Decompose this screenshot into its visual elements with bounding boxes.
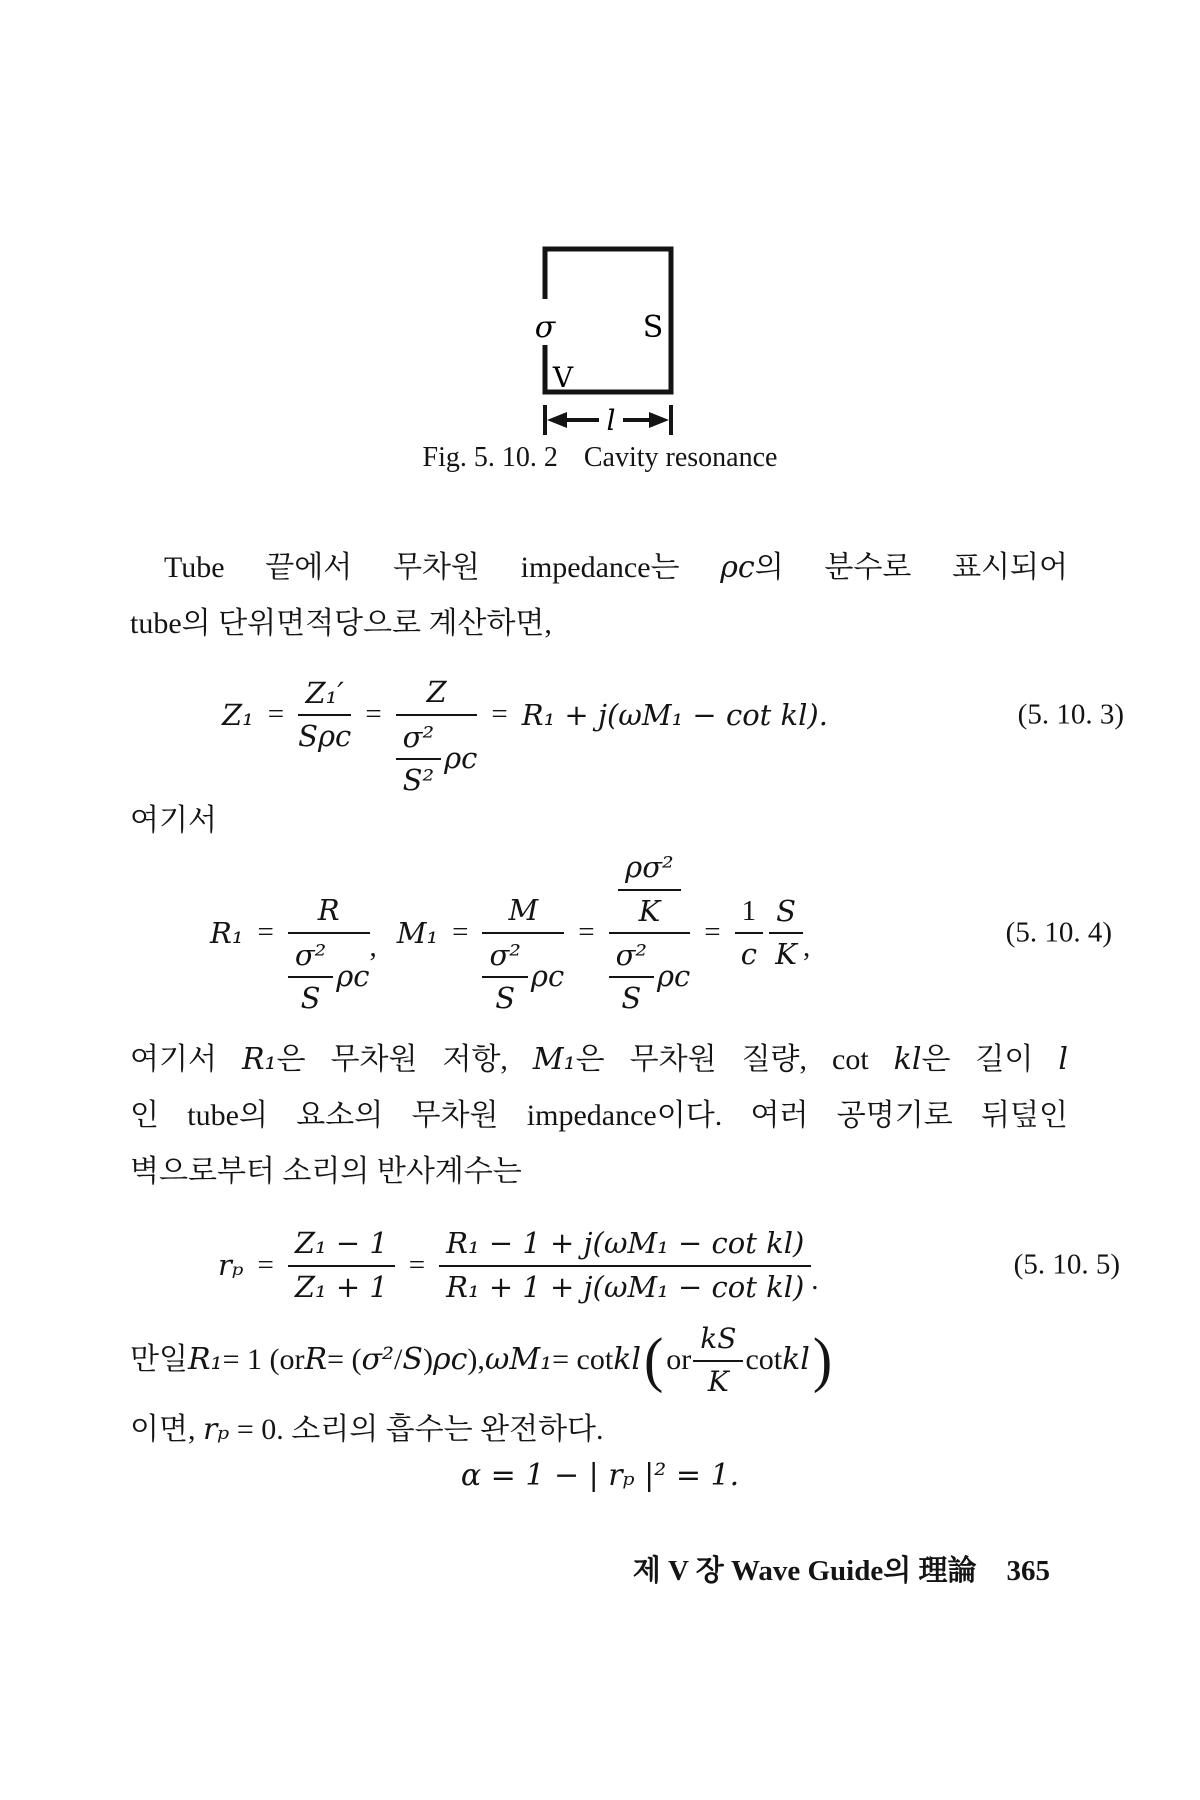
figure-caption-text: Cavity resonance (583, 442, 778, 473)
page-footer (633, 1548, 1050, 1589)
figure-caption-number: Fig. 5. 10. 2 (422, 442, 558, 473)
paragraph-definitions-line-2: 인 tube의 요소의 무차원 impedance이다. 여러 공명기로 뒤덮인 (130, 1099, 1068, 1132)
big-fraction: $\frac{\text{ρσ²}}{K}$ $\frac{\text{σ²}}{S}$ ρc (609, 848, 691, 1017)
absorption-equation: α = 1 − | rₚ |² = 1. (460, 1458, 740, 1493)
volume-V-label: V (552, 361, 574, 394)
area-S-label: S (642, 310, 664, 345)
chapter-title: 제 V 장 Wave Guide의 理論 (632, 1555, 977, 1587)
equation-number: (5. 10. 3) (1017, 698, 1124, 730)
inner-fraction: $\frac{\text{ρσ²}}{K}$ (618, 849, 680, 929)
paragraph-definitions-line-3: 벽으로부터 소리의 반사계수는 (130, 1155, 522, 1188)
paragraph-intro (130, 540, 1068, 652)
where-label: 여기서 (130, 804, 217, 837)
page-number: 365 (1006, 1555, 1050, 1587)
equation-5-10-4: R₁ = R $\frac{\text{σ²}}{S}$ ρc , M₁ = M $\frac{\text{σ²}}{S}$ ρc = $\frac{\text{ρσ²}}{K}$ $\frac{\text{σ²}}{S}$ ρc = $\frac{1}{c}$ $\frac{S}{K}$ , (5. 10. 4) (210, 850, 1112, 1016)
aperture-sigma-label: σ (534, 310, 556, 345)
paragraph-condition-line-2: 이면, rₚ = 0. 소리의 흡수는 완전하다. (130, 1412, 604, 1447)
equation-number: (5. 10. 5) (1013, 1248, 1120, 1281)
fraction: M $\frac{\text{σ²}}{S}$ ρc (482, 892, 564, 1016)
fraction: $\frac{1}{c}$ (735, 893, 764, 973)
paragraph-definitions-line-1: 여기서 R₁은 무차원 저항, M₁은 무차원 질량, cot kl은 길이 l (130, 1042, 1068, 1077)
equation-number: (5. 10. 4) (1005, 916, 1112, 948)
equation-5-10-3: Z₁ = $\frac{\text{Z₁′}}{\text{Sρc}}$ = Z $\frac{\text{σ²}}{\text{S²}}$ ρc = R₁ + j(ωM₁ − cot kl). (5. 10. 3) (222, 675, 1124, 798)
paragraph-definitions (130, 1032, 1068, 1200)
inner-fraction: $\frac{\text{σ²}}{S}$ (482, 937, 527, 1017)
inner-fraction: $\frac{\text{σ²}}{S}$ (288, 937, 333, 1017)
paragraph-intro-line-2: tube의 단위면적당으로 계산하면, (130, 607, 552, 640)
figure-caption (0, 442, 1200, 474)
fraction: $\frac{\text{Z₁′}}{\text{Sρc}}$ (298, 675, 352, 753)
paragraph-condition (130, 1318, 1068, 1458)
fraction: $\frac{\text{Z₁ − 1}}{\text{Z₁ + 1}}$ (288, 1225, 395, 1305)
fraction: $\frac{S}{K}$ (769, 893, 803, 973)
inner-fraction: $\frac{\text{σ²}}{\text{S²}}$ (396, 719, 441, 799)
paragraph-intro-line-1: Tube 끝에서 무차원 impedance는 ρc의 분수로 표시되어 (164, 550, 1068, 585)
nested-fraction: Z $\frac{\text{σ²}}{\text{S²}}$ ρc (396, 674, 478, 798)
fraction: $\frac{kS}{K}$ (693, 1321, 743, 1398)
fraction: $\frac{\text{R₁ − 1 + j(ωM₁ − cot kl)}}{\text{R₁ + 1 + j(ωM₁ − cot kl)}}$ (439, 1225, 811, 1305)
equation-5-10-5: rₚ = $\frac{\text{Z₁ − 1}}{\text{Z₁ + 1}}$ = $\frac{\text{R₁ − 1 + j(ωM₁ − cot kl)}}{\text{R₁ + 1 + j(ωM₁ − cot kl)}}$ . (5. 10. 5) (218, 1226, 1120, 1304)
paragraph-condition-line-1: 만일 R₁ = 1 (or R = ( σ² / S ) ρc ), ωM₁ = cot kl ( or $\frac{kS}{K}$ cot kl ) (130, 1322, 833, 1398)
length-l-label: l (606, 404, 616, 437)
cavity-resonance-diagram (513, 237, 725, 449)
fraction: R $\frac{\text{σ²}}{S}$ ρc (288, 892, 370, 1016)
inner-fraction: $\frac{\text{σ²}}{S}$ (609, 937, 654, 1017)
